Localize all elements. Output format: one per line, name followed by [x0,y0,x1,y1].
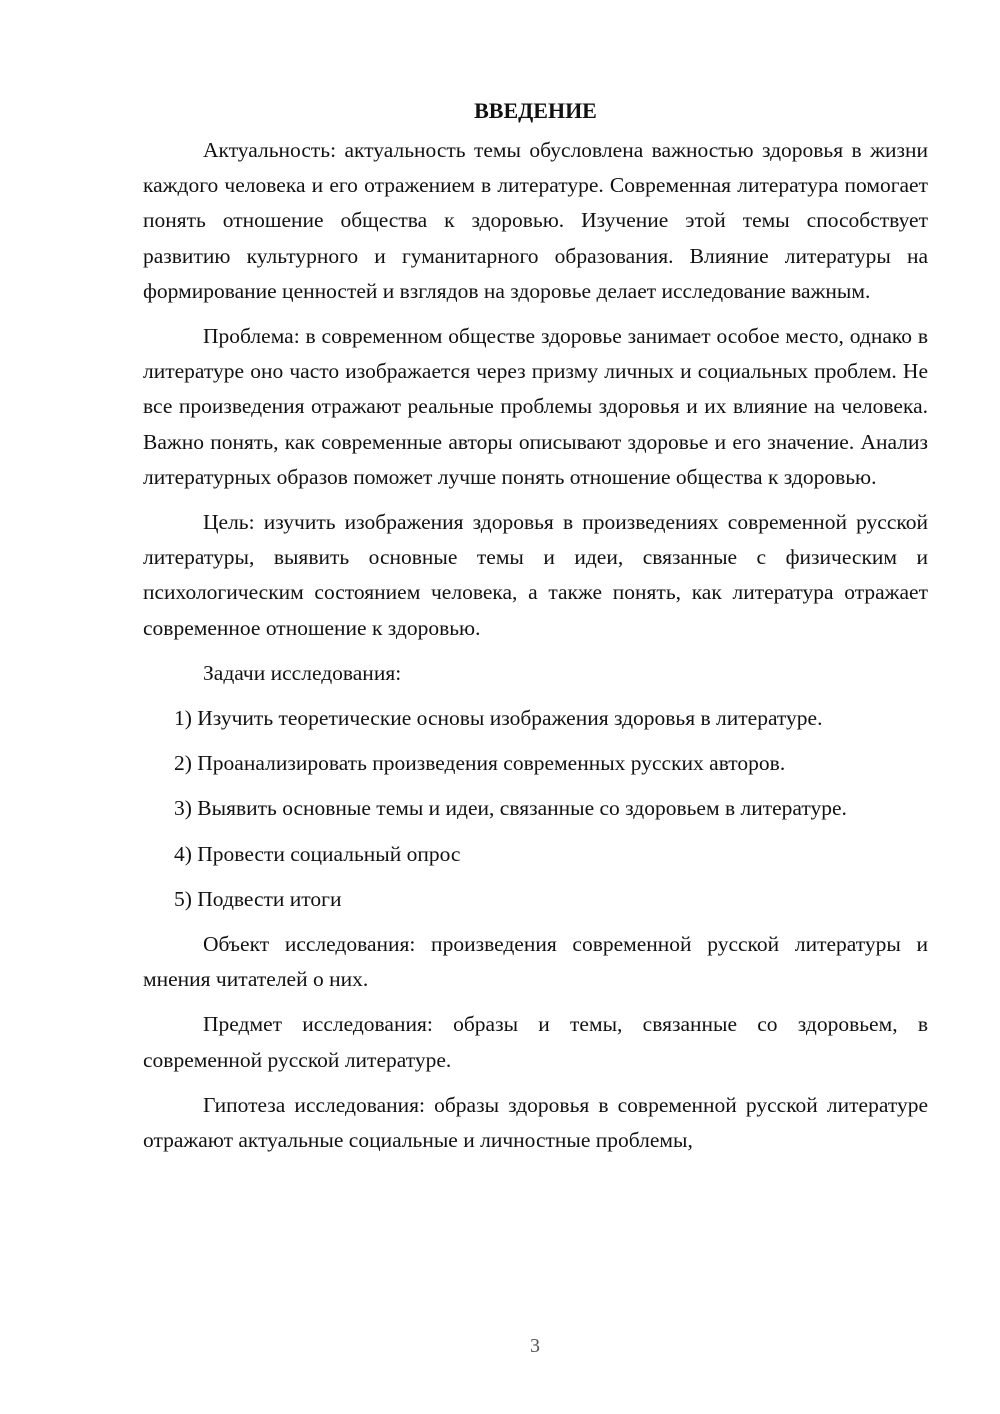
task-item-3: 3) Выявить основные темы и идеи, связанные со здоровьем в литературе. [174,796,847,821]
paragraph-relevance: Актуальность: актуальность темы обусловлена важностью здоровья в жизни каждого человека и его отражением в литературе. Современная литература помогает понять отношение общества к здоровью. Изучение этой темы способствует развитию культурного и гуманитарного образования. Влияние литературы на формирование ценностей и взглядов на здоровье делает исследование важным. [143,138,928,303]
page-number: 3 [530,1335,540,1357]
task-item-2: 2) Проанализировать произведения современных русских авторов. [174,751,786,776]
paragraph-hypothesis: Гипотеза исследования: образы здоровья в современной русской литературе отражают актуальные социальные и личностные проблемы, [143,1092,928,1153]
document-page [143,97,928,1168]
task-item-5: 5) Подвести итоги [174,886,342,911]
paragraph-object: Объект исследования: произведения современной русской литературы и мнения читателей о них. [143,932,928,992]
paragraph-goal: Цель: изучить изображения здоровья в произведениях современной русской литературы, выявить основные темы и идеи, связанные с физическим и психологическим состоянием человека, а также понять, как литература отражает современное отношение к здоровью. [143,510,928,640]
task-item-4: 4) Провести социальный опрос [174,841,461,866]
tasks-heading: Задачи исследования: [203,660,402,685]
task-item-1: 1) Изучить теоретические основы изображения здоровья в литературе. [174,706,823,731]
section-title: ВВЕДЕНИЕ [474,98,597,123]
paragraph-problem: Проблема: в современном обществе здоровье занимает особое место, однако в литературе оно часто изображается через призму личных и социальных проблем. Не все произведения отражают реальные проблемы здоровья и их влияние на человека. Важно понять, как современные авторы описывают здоровье и его значение. Анализ литературных образов поможет лучше понять отношение общества к здоровью. [143,324,928,489]
paragraph-subject: Предмет исследования: образы и темы, связанные со здоровьем, в современной русской литературе. [143,1012,928,1072]
